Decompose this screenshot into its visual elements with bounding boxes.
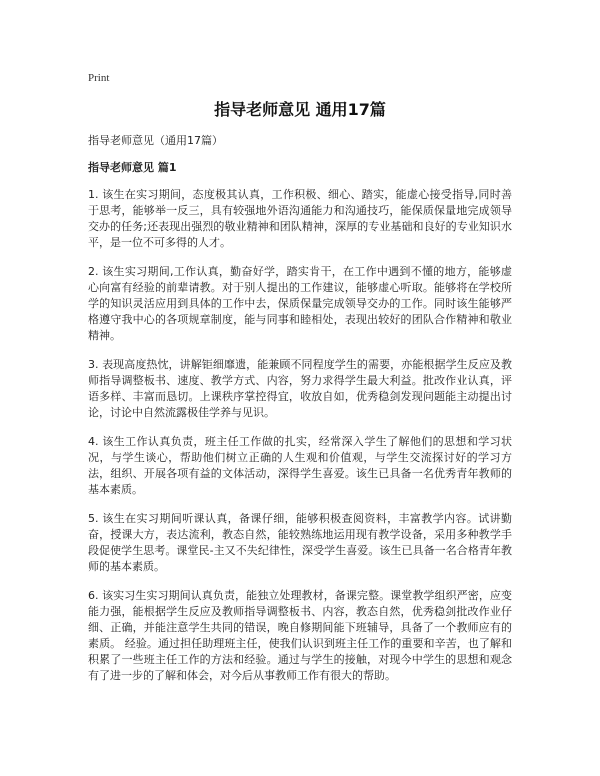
section-heading: 指导老师意见 篇1: [88, 161, 177, 174]
paragraph-4: 4. 该生工作认真负责，班主任工作做的扎实，经常深入学生了解他们的思想和学习状况，与学生谈心，帮助他们树立正确的人生观和价值观，与学生交流探讨好的学习方法，组织、开展各项有益的文体活动，深得学生喜爱。该生已具备一名优秀青年教师的基本素质。: [88, 435, 512, 496]
paragraph-2: 2. 该生实习期间,工作认真，勤奋好学，踏实肯干，在工作中遇到不懂的地方，能够虚心向富有经验的前辈请教。对于别人提出的工作建议，能够虚心听取。能够将在学校所学的知识灵活应用到具体的工作中去，保质保量完成领导交办的工作。同时该生能够严格遵守我中心的各项规章制度，能与同事和睦相处，表现出较好的团队合作精神和敬业精神。: [88, 265, 512, 342]
document-subtitle: 指导老师意见（通用17篇）: [88, 134, 223, 147]
paragraph-5: 5. 该生在实习期间听课认真，备课仔细，能够积极查阅资料，丰富教学内容。试讲勤奋，授课大方，表达流利，教态自然，能较熟练地运用现有教学设备，采用多种教学手段促使学生思考。课堂民-主又不失纪律性，深受学生喜爱。该生已具备一名合格青年教师的基本素质。: [88, 512, 512, 573]
paragraph-1: 1. 该生在实习期间，态度极其认真，工作积极、细心、踏实，能虚心接受指导,同时善于思考，能够举一反三，具有较强地外语沟通能力和沟通技巧，能保质保量地完成领导交办的任务;还表现出强烈的敬业精神和团队精神，深厚的专业基础和良好的专业知识水平，是一位不可多得的人才。: [88, 188, 512, 249]
paragraph-6: 6. 该实习生实习期间认真负责，能独立处理教材，备课完整。课堂教学组织严密，应变能力强，能根据学生反应及教师指导调整板书、内容，教态自然，优秀稳剑批改作业仔细、正确，并能注意学生共同的错误，晚自修期间能下班辅导，具备了一个教师应有的素质。 经验。通过担任助理班主任，使我们认识到班主任工作的重要和辛苦，也了解和积累了一些班主任工作的方法和经验。通过与学生的接触，对现今中学生的思想和观念有了进一步的了解和体会，对今后从事教师工作有很大的帮助。: [88, 589, 512, 682]
paragraph-3: 3. 表现高度热忱，讲解钜细靡遗，能兼顾不同程度学生的需要，亦能根据学生反应及教师指导调整板书、速度、教学方式、内容，努力求得学生最大利益。批改作业认真，评语多样、丰富而恳切。上课秩序掌控得宜，收放自如，优秀稳剑发现问题能主动提出讨论，讨论中自然流露极佳学养与见识。: [88, 358, 512, 419]
document-title: 指导老师意见 通用17篇: [214, 100, 386, 119]
print-label: Print: [88, 72, 110, 84]
